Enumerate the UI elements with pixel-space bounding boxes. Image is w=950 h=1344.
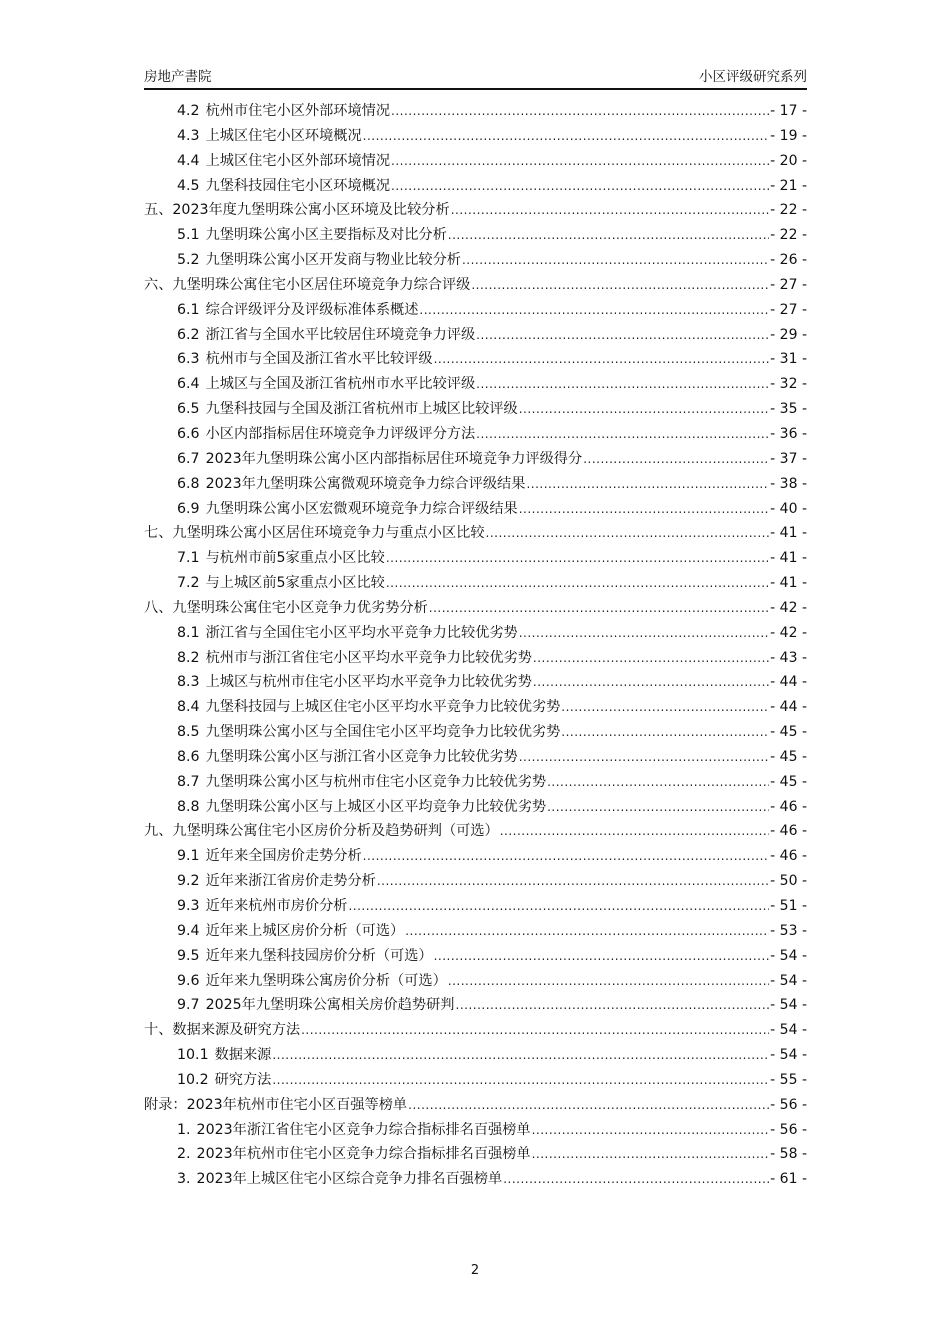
toc-entry-title: 九堡明珠公寓小区与上城区小区平均竞争力比较优劣势 <box>205 798 547 815</box>
toc-section-entry[interactable] <box>144 397 807 422</box>
toc-dot-leader <box>434 347 770 372</box>
toc-entry-title: 近年来上城区房价分析（可选） <box>205 922 405 939</box>
toc-entry-number: 7.1 <box>177 550 200 567</box>
toc-dot-leader <box>533 646 769 671</box>
toc-dot-leader <box>462 248 769 273</box>
toc-entry-page: - 56 - <box>770 1121 807 1138</box>
toc-section-entry[interactable] <box>144 99 807 124</box>
toc-dot-leader <box>533 670 769 695</box>
toc-entry-page: - 46 - <box>770 823 807 840</box>
toc-entry-page: - 26 - <box>770 252 807 269</box>
toc-dot-leader <box>448 969 769 994</box>
toc-entry-page: - 29 - <box>770 326 807 343</box>
toc-entry-number: 8.3 <box>177 674 200 691</box>
toc-entry-title: 九堡明珠公寓住宅小区竞争力优劣势分析 <box>172 599 428 616</box>
toc-entry-title: 浙江省与全国水平比较居住环境竞争力评级 <box>205 326 476 343</box>
toc-entry-number: 1. <box>177 1121 191 1138</box>
toc-section-entry[interactable] <box>144 422 807 447</box>
toc-dot-leader <box>391 149 769 174</box>
toc-entry-title: 近年来九堡明珠公寓房价分析（可选） <box>205 972 447 989</box>
toc-entry-title: 九堡明珠公寓小区主要指标及对比分析 <box>205 227 447 244</box>
toc-section-entry[interactable] <box>144 497 807 522</box>
toc-entry-title: 上城区住宅小区环境概况 <box>205 127 362 144</box>
toc-entry-page: - 45 - <box>770 724 807 741</box>
toc-entry-page: - 54 - <box>770 947 807 964</box>
toc-entry-title: 九堡明珠公寓小区宏微观环境竞争力综合评级结果 <box>205 500 518 517</box>
toc-entry-page: - 54 - <box>770 1022 807 1039</box>
toc-entry-title: 2023年杭州市住宅小区百强等榜单 <box>186 1096 408 1113</box>
toc-chapter-entry[interactable] <box>144 198 807 223</box>
toc-entry-page: - 41 - <box>770 550 807 567</box>
toc-entry-number: 5.2 <box>177 252 200 269</box>
toc-entry-title: 近年来杭州市房价分析 <box>205 898 348 914</box>
toc-section-entry[interactable] <box>144 944 807 969</box>
toc-dot-leader <box>405 919 769 944</box>
toc-dot-leader <box>386 571 769 596</box>
toc-entry-title: 九堡科技园与上城区住宅小区平均水平竞争力比较优劣势 <box>205 699 561 716</box>
toc-entry-number: 6.1 <box>177 301 200 318</box>
toc-dot-leader <box>408 1093 769 1118</box>
toc-dot-leader <box>348 894 769 919</box>
toc-entry-number: 五、 <box>144 202 173 219</box>
toc-entry-number: 8.7 <box>177 773 200 790</box>
toc-entry-title: 2023年上城区住宅小区综合竞争力排名百强榜单 <box>196 1171 503 1188</box>
toc-section-entry[interactable] <box>144 1043 807 1068</box>
toc-entry-title: 2023年浙江省住宅小区竞争力综合指标排名百强榜单 <box>196 1121 531 1138</box>
toc-dot-leader <box>476 422 769 447</box>
toc-section-entry[interactable] <box>144 124 807 149</box>
toc-dot-leader <box>526 472 769 497</box>
toc-entry-number: 9.6 <box>177 972 200 989</box>
toc-entry-page: - 43 - <box>770 649 807 666</box>
toc-dot-leader <box>561 720 769 745</box>
toc-entry-title: 近年来浙江省房价走势分析 <box>205 873 376 890</box>
toc-dot-leader <box>363 124 770 149</box>
toc-chapter-entry[interactable] <box>144 273 807 298</box>
toc-dot-leader <box>391 174 769 199</box>
toc-section-entry[interactable] <box>144 745 807 770</box>
toc-entry-title: 九堡明珠公寓小区居住环境竞争力与重点小区比较 <box>172 525 485 542</box>
toc-dot-leader <box>476 372 769 397</box>
toc-entry-number: 6.4 <box>177 376 200 393</box>
toc-dot-leader <box>471 273 769 298</box>
toc-entry-title: 杭州市与浙江省住宅小区平均水平竞争力比较优劣势 <box>205 649 532 666</box>
toc-entry-page: - 45 - <box>770 773 807 790</box>
toc-entry-page: - 42 - <box>770 624 807 641</box>
toc-entry-number: 8.4 <box>177 699 200 716</box>
toc-entry-page: - 19 - <box>770 127 807 144</box>
toc-dot-leader <box>519 397 769 422</box>
toc-entry-title: 杭州市与全国及浙江省水平比较评级 <box>205 351 433 368</box>
toc-entry-number: 6.6 <box>177 425 200 442</box>
toc-dot-leader <box>547 795 769 820</box>
toc-entry-number: 4.4 <box>177 152 200 169</box>
toc-entry-title: 数据来源 <box>214 1047 272 1064</box>
toc-entry-number: 6.5 <box>177 401 200 418</box>
toc-entry-title: 2023年九堡明珠公寓小区内部指标居住环境竞争力评级得分 <box>205 450 583 467</box>
toc-entry-number: 九、 <box>144 823 173 840</box>
toc-entry-number: 9.1 <box>177 848 200 865</box>
table-of-contents <box>144 99 807 1192</box>
toc-entry-number: 10.1 <box>177 1047 209 1064</box>
toc-dot-leader <box>476 323 769 348</box>
toc-entry-number: 8.8 <box>177 798 200 815</box>
toc-entry-page: - 50 - <box>770 873 807 890</box>
toc-entry-page: - 54 - <box>770 1047 807 1064</box>
toc-entry-title: 九堡明珠公寓小区与杭州市住宅小区竞争力比较优劣势 <box>205 773 547 790</box>
toc-entry-number: 9.5 <box>177 947 200 964</box>
toc-section-entry[interactable] <box>144 347 807 372</box>
toc-entry-page: - 46 - <box>770 798 807 815</box>
toc-entry-number: 6.2 <box>177 326 200 343</box>
header-series-title: 小区评级研究系列 <box>699 69 807 85</box>
toc-entry-page: - 54 - <box>770 997 807 1014</box>
toc-entry-number: 十、 <box>144 1022 173 1039</box>
toc-entry-number: 6.7 <box>177 450 200 467</box>
toc-dot-leader <box>456 993 770 1018</box>
toc-entry-title: 上城区住宅小区外部环境情况 <box>205 152 391 169</box>
toc-entry-number: 6.9 <box>177 500 200 517</box>
toc-entry-page: - 20 - <box>770 152 807 169</box>
toc-entry-title: 九堡明珠公寓小区与全国住宅小区平均竞争力比较优劣势 <box>205 724 561 741</box>
toc-entry-page: - 35 - <box>770 401 807 418</box>
toc-section-entry[interactable] <box>144 1167 807 1192</box>
toc-entry-number: 六、 <box>144 276 173 293</box>
toc-entry-number: 7.2 <box>177 575 200 592</box>
toc-dot-leader <box>434 944 770 969</box>
toc-section-entry[interactable] <box>144 546 807 571</box>
toc-entry-page: - 21 - <box>770 177 807 194</box>
toc-dot-leader <box>519 745 769 770</box>
toc-entry-title: 九堡科技园与全国及浙江省杭州市上城区比较评级 <box>205 401 518 418</box>
toc-section-entry[interactable] <box>144 969 807 994</box>
toc-section-entry[interactable] <box>144 1118 807 1143</box>
toc-dot-leader <box>486 521 770 546</box>
toc-dot-leader <box>391 99 769 124</box>
toc-entry-number: 10.2 <box>177 1071 209 1088</box>
page-number: 2 <box>470 1263 480 1278</box>
toc-dot-leader <box>419 298 769 323</box>
toc-dot-leader <box>532 1118 770 1143</box>
toc-entry-page: - 41 - <box>770 525 807 542</box>
toc-entry-title: 九堡明珠公寓住宅小区房价分析及趋势研判（可选） <box>172 823 499 840</box>
toc-entry-title: 近年来全国房价走势分析 <box>205 848 362 865</box>
toc-dot-leader <box>451 198 769 223</box>
toc-entry-page: - 31 - <box>770 351 807 368</box>
toc-dot-leader <box>272 1043 769 1068</box>
toc-section-entry[interactable] <box>144 770 807 795</box>
toc-entry-page: - 41 - <box>770 575 807 592</box>
toc-section-entry[interactable] <box>144 894 807 919</box>
toc-section-entry[interactable] <box>144 1142 807 1167</box>
toc-entry-title: 与上城区前5家重点小区比较 <box>205 575 385 592</box>
toc-dot-leader <box>429 596 769 621</box>
toc-chapter-entry[interactable] <box>144 521 807 546</box>
toc-entry-number: 七、 <box>144 525 173 542</box>
toc-entry-page: - 56 - <box>770 1096 807 1113</box>
toc-section-entry[interactable] <box>144 646 807 671</box>
toc-entry-title: 数据来源及研究方法 <box>172 1022 301 1039</box>
toc-section-entry[interactable] <box>144 720 807 745</box>
toc-entry-title: 九堡科技园住宅小区环境概况 <box>205 177 391 194</box>
toc-section-entry[interactable] <box>144 447 807 472</box>
toc-dot-leader <box>519 497 769 522</box>
toc-entry-page: - 51 - <box>770 898 807 914</box>
toc-entry-number: 3. <box>177 1171 191 1188</box>
toc-dot-leader <box>547 770 769 795</box>
toc-dot-leader <box>583 447 769 472</box>
toc-section-entry[interactable] <box>144 993 807 1018</box>
toc-entry-title: 与杭州市前5家重点小区比较 <box>205 550 385 567</box>
toc-entry-title: 研究方法 <box>214 1071 272 1088</box>
toc-entry-number: 8.2 <box>177 649 200 666</box>
toc-entry-number: 4.2 <box>177 103 200 119</box>
toc-entry-page: - 45 - <box>770 748 807 765</box>
toc-entry-number: 2. <box>177 1146 191 1163</box>
toc-entry-page: - 22 - <box>770 227 807 244</box>
toc-entry-page: - 46 - <box>770 848 807 865</box>
toc-entry-number: 6.8 <box>177 475 200 492</box>
toc-entry-page: - 22 - <box>770 202 807 219</box>
toc-entry-page: - 17 - <box>770 103 807 119</box>
toc-section-entry[interactable] <box>144 621 807 646</box>
toc-entry-page: - 44 - <box>770 699 807 716</box>
toc-dot-leader <box>301 1018 769 1043</box>
toc-entry-title: 2023年九堡明珠公寓微观环境竞争力综合评级结果 <box>205 475 526 492</box>
toc-section-entry[interactable] <box>144 670 807 695</box>
toc-entry-title: 2025年九堡明珠公寓相关房价趋势研判 <box>205 997 455 1014</box>
toc-entry-number: 4.5 <box>177 177 200 194</box>
toc-dot-leader <box>448 223 769 248</box>
toc-entry-title: 2023年杭州市住宅小区竞争力综合指标排名百强榜单 <box>196 1146 531 1163</box>
toc-section-entry[interactable] <box>144 174 807 199</box>
toc-entry-number: 9.2 <box>177 873 200 890</box>
toc-section-entry[interactable] <box>144 844 807 869</box>
toc-dot-leader <box>363 844 770 869</box>
toc-dot-leader <box>503 1167 769 1192</box>
toc-entry-page: - 37 - <box>770 450 807 467</box>
toc-entry-page: - 61 - <box>770 1171 807 1188</box>
toc-entry-number: 8.1 <box>177 624 200 641</box>
toc-entry-page: - 40 - <box>770 500 807 517</box>
toc-entry-page: - 55 - <box>770 1071 807 1088</box>
toc-section-entry[interactable] <box>144 571 807 596</box>
toc-entry-page: - 53 - <box>770 922 807 939</box>
toc-section-entry[interactable] <box>144 372 807 397</box>
toc-entry-title: 综合评级评分及评级标准体系概述 <box>205 301 419 318</box>
toc-entry-number: 9.7 <box>177 997 200 1014</box>
toc-entry-page: - 42 - <box>770 599 807 616</box>
toc-entry-page: - 27 - <box>770 301 807 318</box>
toc-entry-number: 9.4 <box>177 922 200 939</box>
toc-section-entry[interactable] <box>144 1068 807 1093</box>
toc-section-entry[interactable] <box>144 695 807 720</box>
toc-entry-number: 8.6 <box>177 748 200 765</box>
toc-entry-title: 九堡明珠公寓小区与浙江省小区竞争力比较优劣势 <box>205 748 518 765</box>
header-publisher: 房地产書院 <box>144 69 212 85</box>
toc-entry-page: - 58 - <box>770 1146 807 1163</box>
toc-section-entry[interactable] <box>144 919 807 944</box>
toc-entry-number: 4.3 <box>177 127 200 144</box>
toc-entry-page: - 38 - <box>770 475 807 492</box>
toc-section-entry[interactable] <box>144 323 807 348</box>
toc-entry-number: 8.5 <box>177 724 200 741</box>
toc-section-entry[interactable] <box>144 298 807 323</box>
toc-chapter-entry[interactable] <box>144 1093 807 1118</box>
toc-entry-title: 浙江省与全国住宅小区平均水平竞争力比较优劣势 <box>205 624 518 641</box>
toc-entry-title: 九堡明珠公寓住宅小区居住环境竞争力综合评级 <box>172 276 471 293</box>
toc-entry-title: 九堡明珠公寓小区开发商与物业比较分析 <box>205 252 461 269</box>
toc-entry-page: - 32 - <box>770 376 807 393</box>
toc-section-entry[interactable] <box>144 795 807 820</box>
toc-dot-leader <box>561 695 769 720</box>
toc-entry-title: 上城区与全国及浙江省杭州市水平比较评级 <box>205 376 476 393</box>
page-header <box>144 66 807 88</box>
toc-dot-leader <box>386 546 769 571</box>
toc-dot-leader <box>272 1068 769 1093</box>
toc-dot-leader <box>377 869 769 894</box>
toc-section-entry[interactable] <box>144 472 807 497</box>
toc-chapter-entry[interactable] <box>144 1018 807 1043</box>
toc-entry-title: 杭州市住宅小区外部环境情况 <box>205 103 391 119</box>
toc-entry-page: - 44 - <box>770 674 807 691</box>
toc-entry-title: 上城区与杭州市住宅小区平均水平竞争力比较优劣势 <box>205 674 532 691</box>
toc-entry-title: 近年来九堡科技园房价分析（可选） <box>205 947 433 964</box>
toc-entry-page: - 54 - <box>770 972 807 989</box>
toc-dot-leader <box>532 1142 770 1167</box>
toc-section-entry[interactable] <box>144 869 807 894</box>
toc-entry-title: 2023年度九堡明珠公寓小区环境及比较分析 <box>172 202 450 219</box>
toc-entry-number: 附录： <box>144 1096 187 1113</box>
header-divider <box>144 88 807 90</box>
toc-entry-page: - 36 - <box>770 425 807 442</box>
toc-entry-number: 八、 <box>144 599 173 616</box>
toc-section-entry[interactable] <box>144 149 807 174</box>
toc-entry-title: 小区内部指标居住环境竞争力评级评分方法 <box>205 425 476 442</box>
toc-chapter-entry[interactable] <box>144 819 807 844</box>
toc-section-entry[interactable] <box>144 248 807 273</box>
toc-dot-leader <box>500 819 769 844</box>
toc-entry-page: - 27 - <box>770 276 807 293</box>
toc-dot-leader <box>519 621 769 646</box>
toc-entry-number: 9.3 <box>177 898 200 914</box>
toc-entry-number: 5.1 <box>177 227 200 244</box>
toc-section-entry[interactable] <box>144 223 807 248</box>
toc-entry-number: 6.3 <box>177 351 200 368</box>
toc-chapter-entry[interactable] <box>144 596 807 621</box>
